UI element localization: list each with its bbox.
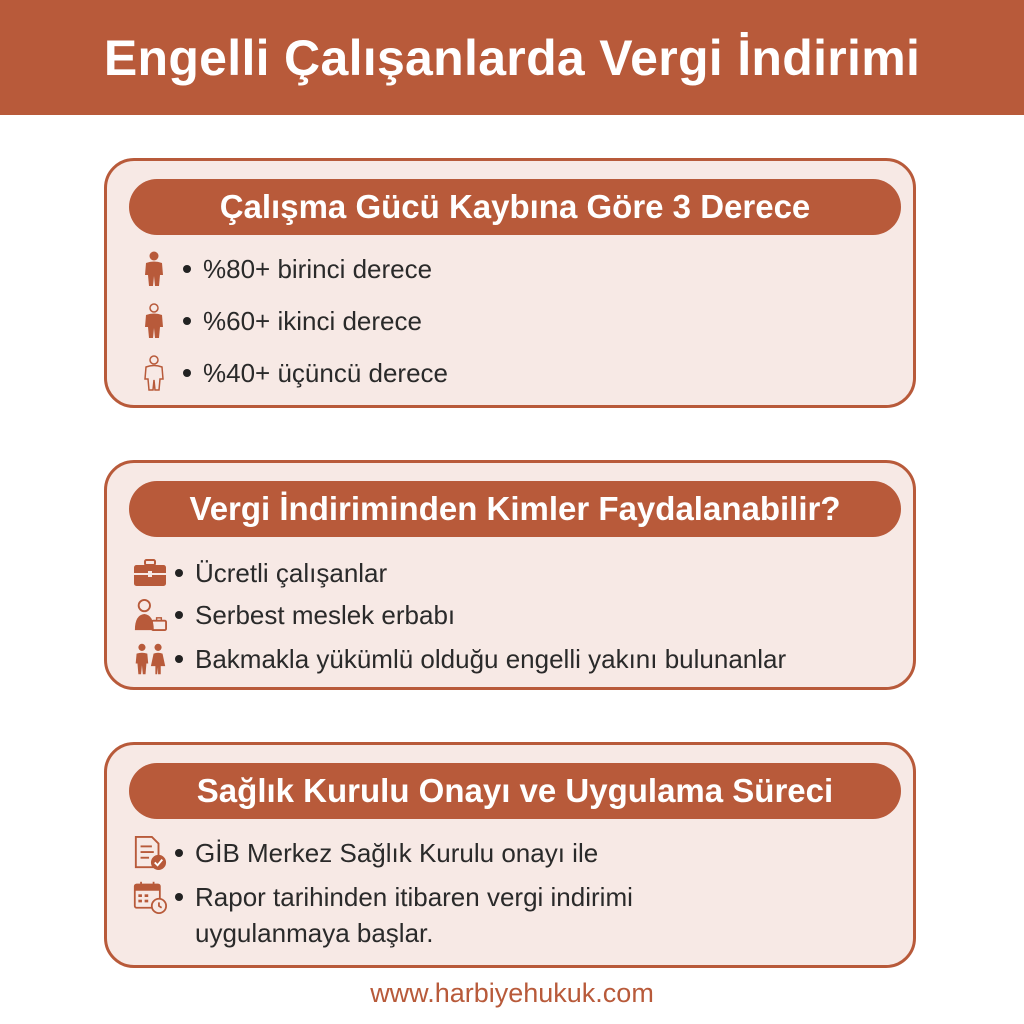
list-item [137, 303, 422, 339]
list-item [137, 251, 432, 287]
approval-card [104, 742, 916, 968]
list-item [133, 555, 387, 591]
item-text: GİB Merkez Sağlık Kurulu onayı ile [195, 838, 599, 868]
person-outline-icon [137, 355, 171, 391]
list-item [137, 355, 448, 391]
footer-website: www.harbiyehukuk.com [370, 978, 654, 1008]
item-text [195, 879, 633, 951]
family-couple-icon [133, 641, 167, 677]
list-item [133, 641, 786, 677]
briefcase-icon [133, 555, 167, 591]
beneficiaries-card [104, 460, 916, 690]
item-text: Ücretli çalışanlar [195, 558, 388, 588]
item-text: %40+ üçüncü derece [203, 358, 449, 388]
approval-card-heading: Sağlık Kurulu Onayı ve Uygulama Süreci [129, 763, 901, 819]
degree-card-heading: Çalışma Gücü Kaybına Göre 3 Derece [129, 179, 901, 235]
person-half-icon [137, 303, 171, 339]
person-filled-icon [137, 251, 171, 287]
document-check-icon [133, 835, 167, 871]
list-item [133, 597, 455, 633]
title-banner [0, 0, 1024, 115]
beneficiaries-card-heading: Vergi İndiriminden Kimler Faydalanabilir? [129, 481, 901, 537]
item-text: Bakmakla yükümlü olduğu engelli yakını bulunanlar [195, 644, 787, 674]
item-text: %60+ ikinci derece [203, 306, 422, 336]
list-item [133, 835, 598, 871]
item-text: %80+ birinci derece [203, 254, 433, 284]
calendar-clock-icon [133, 879, 167, 915]
item-text-line-2: uygulanmaya başlar. [195, 918, 434, 948]
item-text: Serbest meslek erbabı [195, 600, 456, 630]
worker-toolbox-icon [133, 597, 167, 633]
degree-card [104, 158, 916, 408]
page-title: Engelli Çalışanlarda Vergi İndirimi [103, 29, 921, 86]
item-text-line-1: Rapor tarihinden itibaren vergi indirimi [195, 882, 633, 912]
list-item [133, 879, 633, 951]
